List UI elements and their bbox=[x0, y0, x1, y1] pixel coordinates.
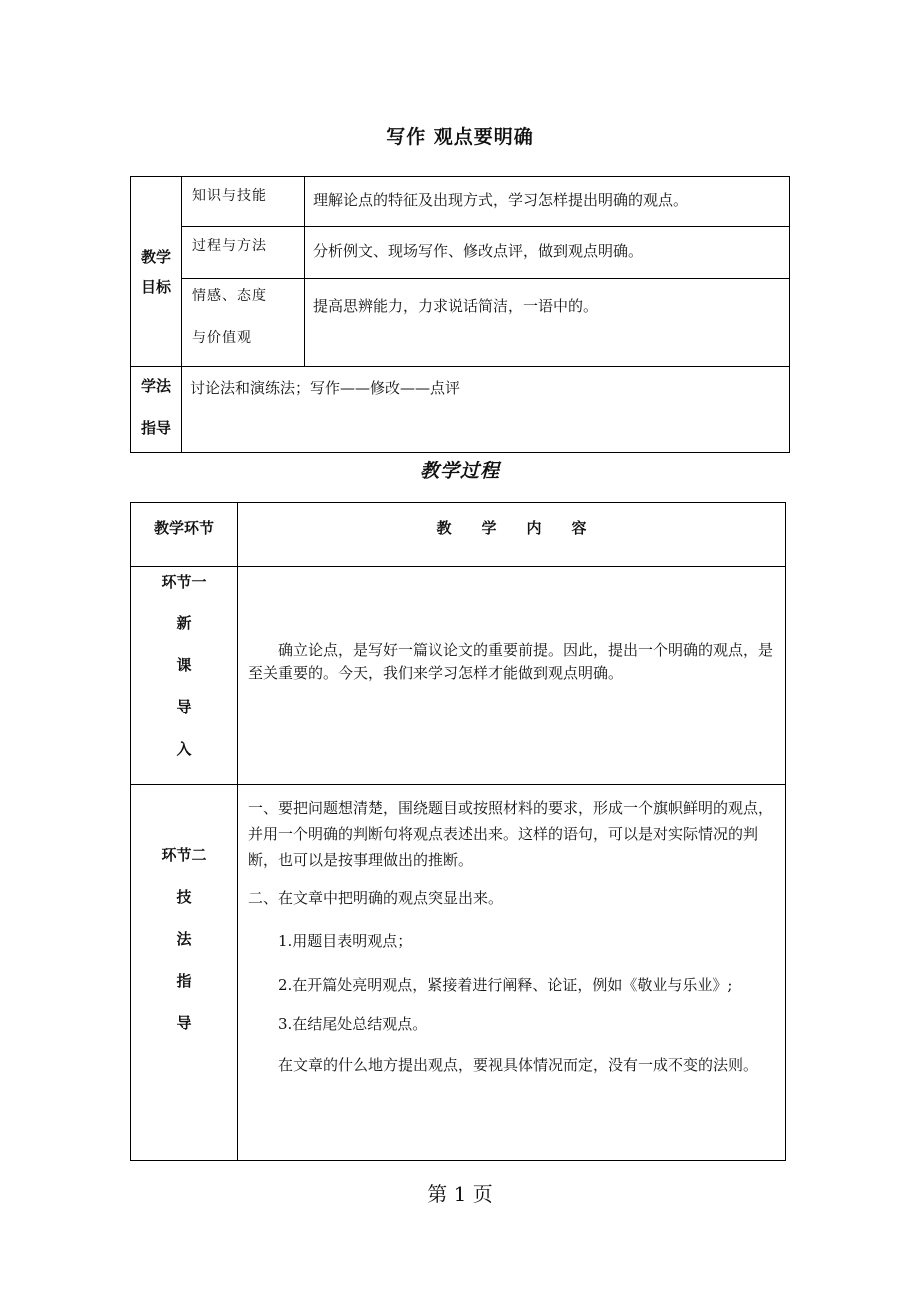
header-content-cell bbox=[238, 503, 786, 567]
goal-content-cell bbox=[305, 177, 790, 227]
goal-label-process: 过程与方法 bbox=[192, 238, 267, 254]
goal-content-cell bbox=[305, 227, 790, 279]
method-content-cell bbox=[182, 367, 790, 453]
stage2-paragraph-3: 1.用题目表明观点； bbox=[278, 932, 413, 950]
stage2-paragraph-1: 一、要把问题想清楚，围绕题目或按照材料的要求，形成一个旗帜鲜明的观点，并用一个明确的判断句将观点表述出来。这样的语句，可以是对实际情况的判断，也可以是按事理做出的推断。 bbox=[248, 799, 774, 869]
stage2-cell bbox=[131, 785, 238, 1161]
goal-label-cell bbox=[182, 227, 305, 279]
goal-label-cell bbox=[182, 279, 305, 367]
stage2-char: 技 bbox=[176, 888, 192, 906]
stage2-char: 导 bbox=[176, 1014, 192, 1032]
process-title: 教学过程 bbox=[419, 460, 500, 482]
goals-table bbox=[130, 176, 790, 453]
stage1-content: 确立论点，是写好一篇议论文的重要前提。因此，提出一个明确的观点，是至关重要的。今天，我们来学习怎样才能做到观点明确。 bbox=[248, 641, 774, 682]
stage1-char: 课 bbox=[176, 656, 192, 674]
stage2-name: 环节二 bbox=[161, 846, 207, 864]
header-stage-cell bbox=[131, 503, 238, 567]
page-footer: 第 1 页 bbox=[427, 1182, 493, 1206]
method-label-line1: 学法 bbox=[140, 377, 171, 395]
method-content: 讨论法和演练法；写作——修改——点评 bbox=[190, 379, 461, 397]
goal-label-emotion-line2: 与价值观 bbox=[192, 330, 252, 346]
stage1-char: 导 bbox=[176, 698, 192, 716]
process-table bbox=[130, 502, 786, 1161]
stage2-paragraph-6: 在文章的什么地方提出观点，要视具体情况而定，没有一成不变的法则。 bbox=[278, 1056, 759, 1074]
stage2-paragraph-5: 3.在结尾处总结观点。 bbox=[278, 1015, 428, 1033]
goal-content-emotion: 提高思辨能力，力求说话简洁，一语中的。 bbox=[313, 297, 599, 315]
goal-label-knowledge: 知识与技能 bbox=[192, 188, 267, 204]
stage2-paragraph-4: 2.在开篇处亮明观点，紧接着进行阐释、论证，例如《敬业与乐业》; bbox=[278, 976, 733, 994]
method-label-line2: 指导 bbox=[140, 419, 171, 437]
stage2-char: 法 bbox=[176, 930, 192, 948]
goal-label-emotion-line1: 情感、态度 bbox=[192, 288, 267, 304]
goals-label-line2: 目标 bbox=[140, 277, 171, 296]
stage1-name: 环节一 bbox=[161, 573, 207, 591]
goal-content-knowledge: 理解论点的特征及出现方式，学习怎样提出明确的观点。 bbox=[313, 191, 689, 209]
goal-content-cell bbox=[305, 279, 790, 367]
stage2-char: 指 bbox=[176, 972, 192, 990]
document-title: 写作 观点要明确 bbox=[386, 126, 534, 148]
stage1-content-cell bbox=[238, 567, 786, 785]
header-stage: 教学环节 bbox=[153, 519, 214, 537]
stage2-paragraph-2: 二、在文章中把明确的观点突显出来。 bbox=[248, 889, 504, 907]
stage1-cell bbox=[131, 567, 238, 785]
goals-label-cell bbox=[131, 177, 182, 367]
goal-content-process: 分析例文、现场写作、修改点评，做到观点明确。 bbox=[313, 242, 644, 260]
method-label-cell bbox=[131, 367, 182, 453]
stage1-char: 入 bbox=[176, 740, 192, 758]
stage1-char: 新 bbox=[176, 614, 192, 632]
stage2-content-cell bbox=[238, 785, 786, 1161]
goals-label-line1: 教学 bbox=[140, 247, 171, 266]
header-content: 教 学 内 容 bbox=[436, 519, 587, 537]
goal-label-cell bbox=[182, 177, 305, 227]
